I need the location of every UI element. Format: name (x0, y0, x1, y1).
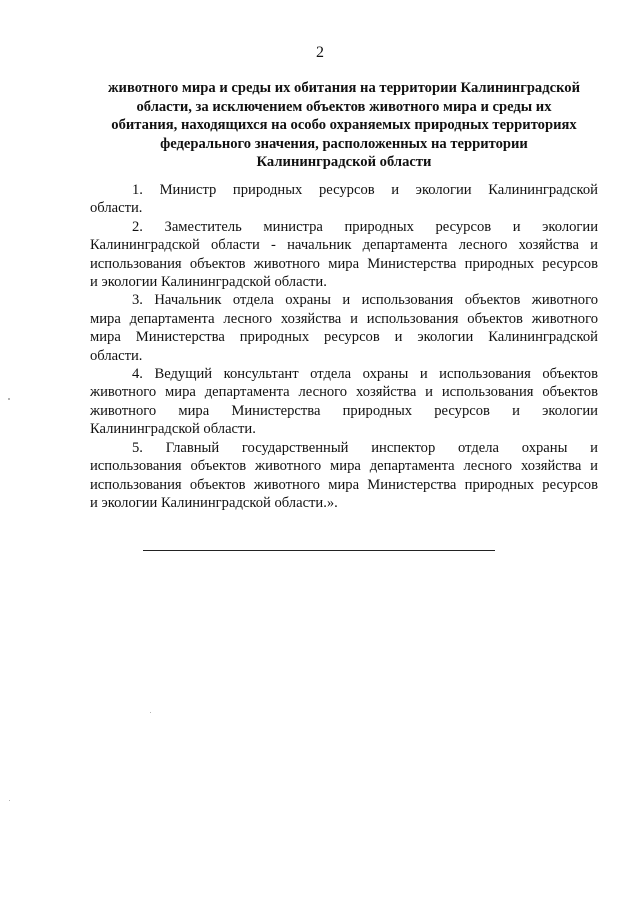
list-item-5 (90, 439, 598, 513)
paragraph-line: животного мира департамента лесного хозяйства и использования объектов (90, 384, 598, 401)
scan-speck (9, 800, 10, 801)
paragraph-line: области. (90, 347, 143, 364)
heading-line: обитания, находящихся на особо охраняемых природных территориях (111, 117, 577, 134)
paragraph-line: животного мира Министерства природных ресурсов и экологии (90, 402, 598, 419)
document-heading (90, 79, 598, 172)
paragraph-line: 4. Ведущий консультант отдела охраны и использования объектов (132, 366, 598, 383)
paragraph-line: использования объектов животного мира департамента лесного хозяйства и (90, 458, 598, 475)
scan-speck (150, 712, 151, 713)
scan-speck (8, 398, 10, 400)
paragraph-line: 5. Главный государственный инспектор отдела охраны и (132, 439, 598, 456)
paragraph-line: 2. Заместитель министра природных ресурсов и экологии (132, 218, 598, 235)
list-item-2 (90, 218, 598, 292)
paragraph-line: мира департамента лесного хозяйства и использования объектов животного (90, 310, 598, 327)
list-item-3 (90, 291, 598, 365)
paragraph-line: и экологии Калининградской области. (90, 274, 327, 291)
paragraph-line: Калининградской области. (90, 421, 256, 438)
paragraph-line: 1. Министр природных ресурсов и экологии Калининградской (132, 182, 598, 198)
paragraph-line: области. (90, 200, 143, 217)
page-number: 2 (316, 44, 324, 61)
list-item-1 (90, 181, 598, 218)
paragraph-line: использования объектов животного мира Министерства природных ресурсов (90, 255, 598, 272)
paragraph-line: мира Министерства природных ресурсов и экологии Калининградской (90, 329, 598, 346)
paragraph-line: 3. Начальник отдела охраны и использования объектов животного (132, 292, 598, 309)
heading-line: животного мира и среды их обитания на территории Калининградской (107, 80, 581, 96)
paragraph-line: и экологии Калининградской области.». (90, 494, 338, 511)
heading-line: области, за исключением объектов животного мира и среды их (136, 98, 552, 115)
heading-line: федерального значения, расположенных на территории (160, 135, 528, 152)
paragraph-line: Калининградской области - начальник департамента лесного хозяйства и (90, 237, 598, 254)
closing-rule (143, 550, 495, 551)
list-item-4 (90, 365, 598, 439)
paragraph-line: использования объектов животного мира Министерства природных ресурсов (90, 476, 598, 493)
heading-line: Калининградской области (256, 154, 432, 171)
position-list (90, 181, 598, 512)
